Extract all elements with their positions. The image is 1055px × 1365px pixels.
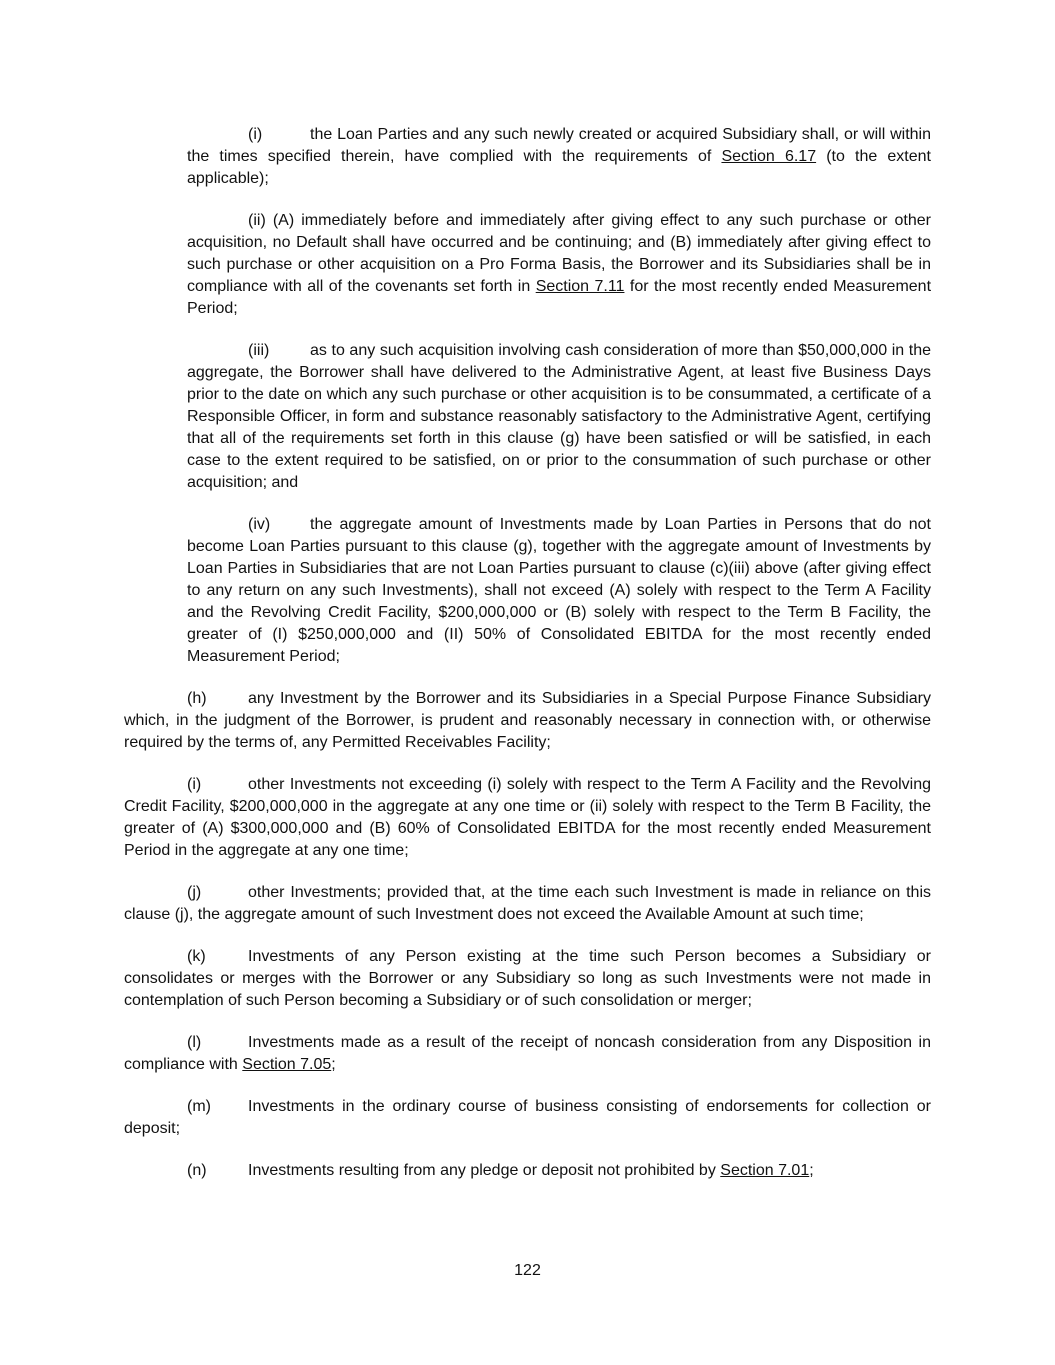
subclause-text: the aggregate amount of Investments made by Loan Parties in Persons that do not become Loan Parties pursuant to this clause (g), together with the aggregate amount of Investments by Loan Parties in Subsidiaries that are not Loan Parties pursuant to clause (c)(iii) above (after giving effect to any return on any such Investments), shall not exceed (A) solely with respect to the Term A Facility and the Revolving Credit Facility, $200,000,000 or (B) solely with respect to the Term B Facility, the greater of (I) $250,000,000 and (II) 50% of Consolidated EBITDA for the most recently ended Measurement Period; <box>187 516 931 665</box>
subclause-label: (ii) <box>248 212 266 229</box>
page-number: 122 <box>514 1262 541 1279</box>
clause-j <box>124 882 931 926</box>
subclause-label: (iii) <box>248 342 270 359</box>
subclause-text: (A) immediately before and immediately after giving effect to any such purchase or other acquisition, no Default shall have occurred and be continuing; and (B) immediately after giving effect to such purchase or other acquisition on a Pro Forma Basis, the Borrower and its Subsidiaries shall be in compliance with all of the covenants set forth in <box>187 212 931 295</box>
clause-h <box>124 688 931 754</box>
clause-text: other Investments not exceeding (i) solely with respect to the Term A Facility and the Revolving Credit Facility, $200,000,000 in the aggregate at any one time or (ii) solely with respect to the Term B Facility, the greater of (A) $300,000,000 and (B) 60% of Consolidated EBITDA for the most recently ended Measurement Period in the aggregate at any one time; <box>124 776 931 859</box>
subclause-label: (iv) <box>248 516 271 533</box>
clause-l <box>124 1032 931 1076</box>
clause-text: any Investment by the Borrower and its Subsidiaries in a Special Purpose Finance Subsidiary which, in the judgment of the Borrower, is prudent and reasonably necessary in connection with, or otherwise required by the terms of, any Permitted Receivables Facility; <box>124 690 931 751</box>
clause-label: (k) <box>187 948 206 965</box>
clause-text: Investments made as a result of the receipt of noncash consideration from any Disposition in compliance with <box>124 1034 931 1073</box>
subclause-text-end: (to the extent applicable); <box>187 148 931 187</box>
clause-text: Investments resulting from any pledge or deposit not prohibited by <box>248 1162 721 1179</box>
subclause-i <box>124 124 931 190</box>
clause-text-end: ; <box>331 1056 336 1073</box>
clause-label: (l) <box>187 1034 202 1051</box>
clause-n <box>124 1160 931 1182</box>
clause-label: (i) <box>187 776 202 793</box>
subclause-label: (i) <box>248 126 263 143</box>
clause-label: (m) <box>187 1098 211 1115</box>
section-reference: Section 7.01 <box>720 1162 810 1179</box>
subclause-iv <box>124 514 931 668</box>
section-reference: Section 7.05 <box>242 1056 332 1073</box>
subclause-iii <box>124 340 931 494</box>
subclause-text: as to any such acquisition involving cash consideration of more than $50,000,000 in the aggregate, the Borrower shall have delivered to the Administrative Agent, at least five Business Days prior to the date on which any such purchase or other acquisition is to be consummated, a certificate of a Responsible Officer, in form and substance reasonably satisfactory to the Administrative Agent, certifying that all of the requirements set forth in this clause (g) have been satisfied or will be satisfied, in each case to the extent required to be satisfied, on or prior to the consummation of such purchase or other acquisition; and <box>187 342 931 491</box>
clause-text: other Investments; provided that, at the time each such Investment is made in reliance on this clause (j), the aggregate amount of such Investment does not exceed the Available Amount at such time; <box>124 884 931 923</box>
clause-label: (j) <box>187 884 202 901</box>
clause-k <box>124 946 931 1012</box>
clause-text-end: ; <box>809 1162 814 1179</box>
clause-label: (n) <box>187 1162 207 1179</box>
subclause-text: the Loan Parties and any such newly created or acquired Subsidiary shall, or will within the times specified therein, have complied with the requirements of <box>187 126 931 165</box>
clause-text: Investments in the ordinary course of business consisting of endorsements for collection or deposit; <box>124 1098 931 1137</box>
clause-text: Investments of any Person existing at the time such Person becomes a Subsidiary or consolidates or merges with the Borrower or any Subsidiary so long as such Investments were not made in contemplation of such Person becoming a Subsidiary or of such consolidation or merger; <box>124 948 931 1009</box>
document-body <box>124 124 931 1202</box>
clause-m <box>124 1096 931 1140</box>
section-reference: Section 7.11 <box>535 278 625 295</box>
clause-label: (h) <box>187 690 207 707</box>
subclause-ii <box>124 210 931 320</box>
subclause-text-end: for the most recently ended Measurement Period; <box>187 278 932 317</box>
section-reference: Section 6.17 <box>721 148 817 165</box>
clause-i <box>124 774 931 862</box>
